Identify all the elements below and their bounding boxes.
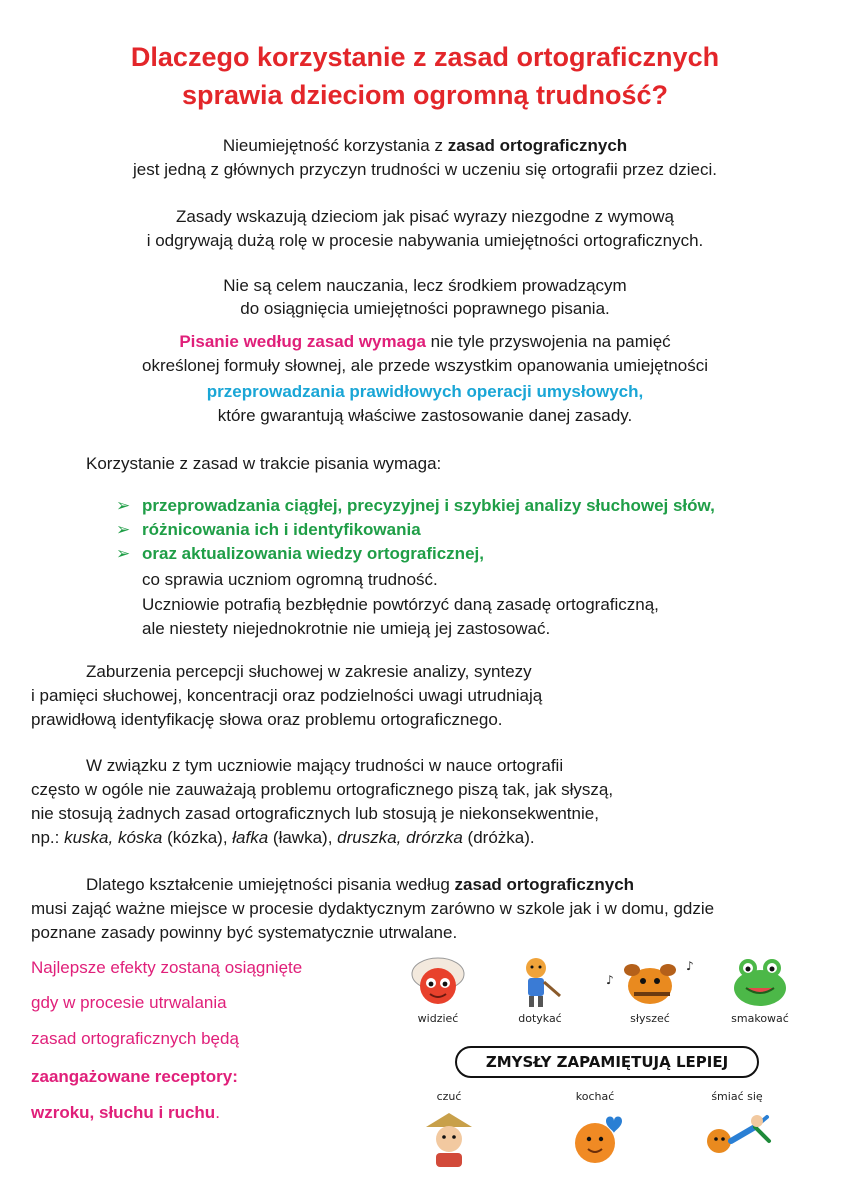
heart-character-icon <box>566 1107 624 1171</box>
eye-character-icon <box>410 956 466 1008</box>
label-czuc: czuć <box>436 1090 462 1103</box>
sense-smell <box>409 1090 489 1175</box>
p5-intro: Korzystanie z zasad w trakcie pisania wymaga: <box>86 454 442 473</box>
p4-highlight-pink: Pisanie według zasad wymaga <box>179 332 426 351</box>
arrow-bullet-icon: ➢ <box>116 520 131 539</box>
svg-text:♪: ♪ <box>606 973 614 987</box>
bullet-text: różnicowania ich i identyfikowania <box>142 520 421 539</box>
p1-line-2: jest jedną z głównych przyczyn trudności w uczeniu się ortografii przez dzieci. <box>133 160 717 179</box>
p5-cont-1: co sprawia uczniom ogromną trudność. <box>142 570 438 589</box>
bullet-text: oraz aktualizowania wiedzy ortograficznej, <box>142 544 484 563</box>
p4-line-1 <box>0 330 850 353</box>
p7-line-3: nie stosują żadnych zasad ortograficznych lub stosują je niekonsekwentnie, <box>31 804 599 823</box>
p4-text: nie tyle przyswojenia na pamięć <box>425 332 671 351</box>
p8-text: Dlatego kształcenie umiejętności pisania według <box>86 875 455 894</box>
p2-line-1: Zasady wskazują dzieciom jak pisać wyrazy niezgodne z wymową <box>176 207 674 226</box>
left-col-line-5 <box>31 1101 220 1124</box>
p1-text: Nieumiejętność korzystania z <box>222 136 448 155</box>
p8-line-1 <box>86 873 634 896</box>
p8-bold: zasad ortograficznych <box>454 875 635 894</box>
p3-line-2: do osiągnięcia umiejętności poprawnego pisania. <box>240 299 610 318</box>
ex-text: (ławka), <box>268 828 338 847</box>
left-col-period: . <box>215 1103 220 1122</box>
p1-line-1 <box>0 134 850 157</box>
p2-line-2: i odgrywają dużą rolę w procesie nabywania umiejętności ortograficznych. <box>146 231 704 250</box>
label-widziec: widzieć <box>417 1012 459 1025</box>
sense-hear <box>600 956 700 1025</box>
frog-character-icon <box>728 956 792 1008</box>
laugh-character-icon <box>697 1107 777 1171</box>
svg-text:♪: ♪ <box>686 959 694 973</box>
label-kochac: kochać <box>575 1090 615 1103</box>
left-col-line-2: gdy w procesie utrwalania <box>31 993 227 1012</box>
page-title <box>0 38 850 114</box>
ex-italic: druszka, drórzka <box>337 828 463 847</box>
p6-line-3: prawidłową identyfikację słowa oraz problemu ortograficznego. <box>31 710 503 729</box>
p6-line-2: i pamięci słuchowej, koncentracji oraz podzielności uwagi utrudniają <box>31 686 543 705</box>
senses-illustration <box>395 948 825 1178</box>
sense-love <box>555 1090 635 1175</box>
p5-cont-2: Uczniowie potrafią bezbłędnie powtórzyć daną zasadę ortograficzną, <box>142 595 659 614</box>
p4-line-4: które gwarantują właściwe zastosowanie danej zasady. <box>217 406 633 425</box>
bullet-item-1 <box>116 494 715 517</box>
touch-character-icon <box>516 956 564 1008</box>
arrow-bullet-icon: ➢ <box>116 544 131 563</box>
sense-taste <box>720 956 800 1025</box>
p4-line-2: określonej formuły słownej, ale przede wszystkim opanowania umiejętności <box>142 356 708 375</box>
ex-text: (dróżka). <box>462 828 535 847</box>
title-line-2: sprawia dzieciom ogromną trudność? <box>181 80 669 110</box>
bullet-text: przeprowadzania ciągłej, precyzyjnej i szybkiej analizy słuchowej słów, <box>142 496 715 515</box>
left-col-line-1: Najlepsze efekty zostaną osiągnięte <box>31 958 303 977</box>
label-smiac-sie: śmiać się <box>711 1090 763 1103</box>
p1-bold: zasad ortograficznych <box>447 136 628 155</box>
arrow-bullet-icon: ➢ <box>116 496 131 515</box>
sense-laugh <box>687 1090 787 1175</box>
p8-line-2: musi zająć ważne miejsce w procesie dydaktycznym zarówno w szkole jak i w domu, gdzie <box>31 899 715 918</box>
bullet-item-2 <box>116 518 421 541</box>
p6-line-1: Zaburzenia percepcji słuchowej w zakresie analizy, syntezy <box>86 662 532 681</box>
p3-line-1: Nie są celem nauczania, lecz środkiem prowadzącym <box>223 276 627 295</box>
label-dotykac: dotykać <box>518 1012 562 1025</box>
p7-line-1: W związku z tym uczniowie mający trudności w nauce ortografii <box>86 756 564 775</box>
bullet-item-3 <box>116 542 484 565</box>
ex-text: (kózka), <box>162 828 233 847</box>
p7-examples <box>31 826 535 849</box>
left-col-line-4: zaangażowane receptory: <box>31 1067 238 1086</box>
label-slyszec: słyszeć <box>630 1012 670 1025</box>
p4-line-3: przeprowadzania prawidłowych operacji umysłowych, <box>206 382 644 401</box>
label-smakowac: smakować <box>731 1012 789 1025</box>
left-col-line-3: zasad ortograficznych będą <box>31 1029 239 1048</box>
ex-italic: kuska, kóska <box>64 828 163 847</box>
ex-prefix: np.: <box>31 828 65 847</box>
ex-italic: łafka <box>232 828 269 847</box>
sense-touch <box>508 956 572 1025</box>
left-col-bold: wzroku, słuchu i ruchu <box>31 1103 216 1122</box>
senses-banner: ZMYSŁY ZAPAMIĘTUJĄ LEPIEJ <box>455 1046 759 1078</box>
smell-character-icon <box>420 1107 478 1171</box>
music-character-icon <box>602 956 698 1008</box>
p7-line-2: często w ogóle nie zauważają problemu ortograficznego piszą tak, jak słyszą, <box>31 780 614 799</box>
title-line-1: Dlaczego korzystanie z zasad ortograficznych <box>130 42 720 72</box>
p5-cont-3: ale niestety niejednokrotnie nie umieją jej zastosować. <box>142 619 551 638</box>
p8-line-3: poznane zasady powinny być systematycznie utrwalane. <box>31 923 458 942</box>
sense-see <box>403 956 473 1025</box>
